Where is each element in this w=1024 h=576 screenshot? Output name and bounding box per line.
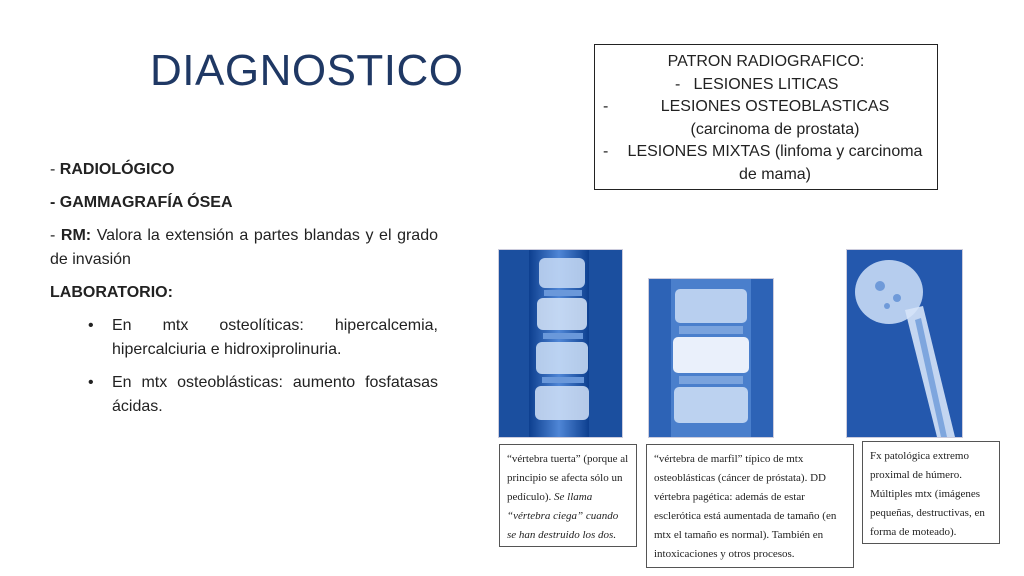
caption-vertebra-marfil [646,444,854,568]
xray-humero-fractura-image [846,249,963,438]
xray-vertebra-graphic [649,279,773,437]
dash-icon: - [603,98,609,115]
patron-item-text: LESIONES OSTEOBLASTICAS (carcinoma de prostata) [660,98,890,138]
caption-text: Fx patológica extremo proximal de húmero. Múltiples mtx (imágenes pequeñas, destructivas, en forma de moteado). [870,450,985,538]
bullet-text: En mtx osteoblásticas: aumento fosfatasas ácidas. [112,374,438,415]
dash-icon: - [603,143,609,160]
list-item [50,371,438,419]
patron-radiografico-box [594,44,938,190]
item-rm-label: RM: [60,227,92,244]
dash-icon: - [675,75,681,93]
caption-italic-text: Se llama “vértebra ciega” cuando se han destruido los dos. [507,491,619,541]
item-radiologico-label: RADIOLÓGICO [59,161,175,178]
item-radiologico [50,158,438,182]
caption-vertebra-tuerta [499,444,637,547]
laboratorio-heading [50,281,438,305]
bullet-text: En mtx osteolíticas: hipercalcemia, hipercalciuria e hidroxiprolinuria. [112,317,438,358]
slide-title: DIAGNOSTICO [150,46,464,95]
laboratorio-label: LABORATORIO: [50,284,173,301]
xray-vertebra-tuerta-image [498,249,623,438]
bullet-icon: • [88,374,94,391]
patron-item [595,141,937,186]
item-gammagrafia-label: - GAMMAGRAFÍA ÓSEA [50,194,233,211]
item-rm-text: Valora la extensión a partes blandas y el grado de invasión [50,227,438,268]
patron-item-text: LESIONES LITICAS [693,75,839,93]
xray-humerus-graphic [847,250,962,437]
bullet-icon: • [88,317,94,334]
patron-item [595,96,937,141]
patron-item-text: LESIONES MIXTAS (linfoma y carcinoma de mama) [627,143,923,183]
item-dash: - [50,227,61,244]
patron-heading: PATRON RADIOGRAFICO: [667,53,865,70]
item-gammagrafia [50,191,438,215]
xray-spine-graphic [499,250,622,437]
caption-text: “vértebra de marfil” típico de mtx osteoblásticas (cáncer de próstata). DD vértebra pagética: además de estar esclerótica está aumentada de tamaño (en mtx el tamaño es normal). También en intoxicaciones y otros procesos. [654,453,837,560]
xray-vertebra-marfil-image [648,278,774,438]
item-rm [50,224,438,272]
patron-item [595,74,937,97]
caption-text: “vértebra tuerta” (porque al principio se afecta sólo un pedículo). [507,453,629,503]
item-dash: - [50,161,60,178]
list-item [50,314,438,362]
left-text-block [50,158,438,428]
caption-humero [862,441,1000,544]
laboratorio-list [50,314,438,419]
